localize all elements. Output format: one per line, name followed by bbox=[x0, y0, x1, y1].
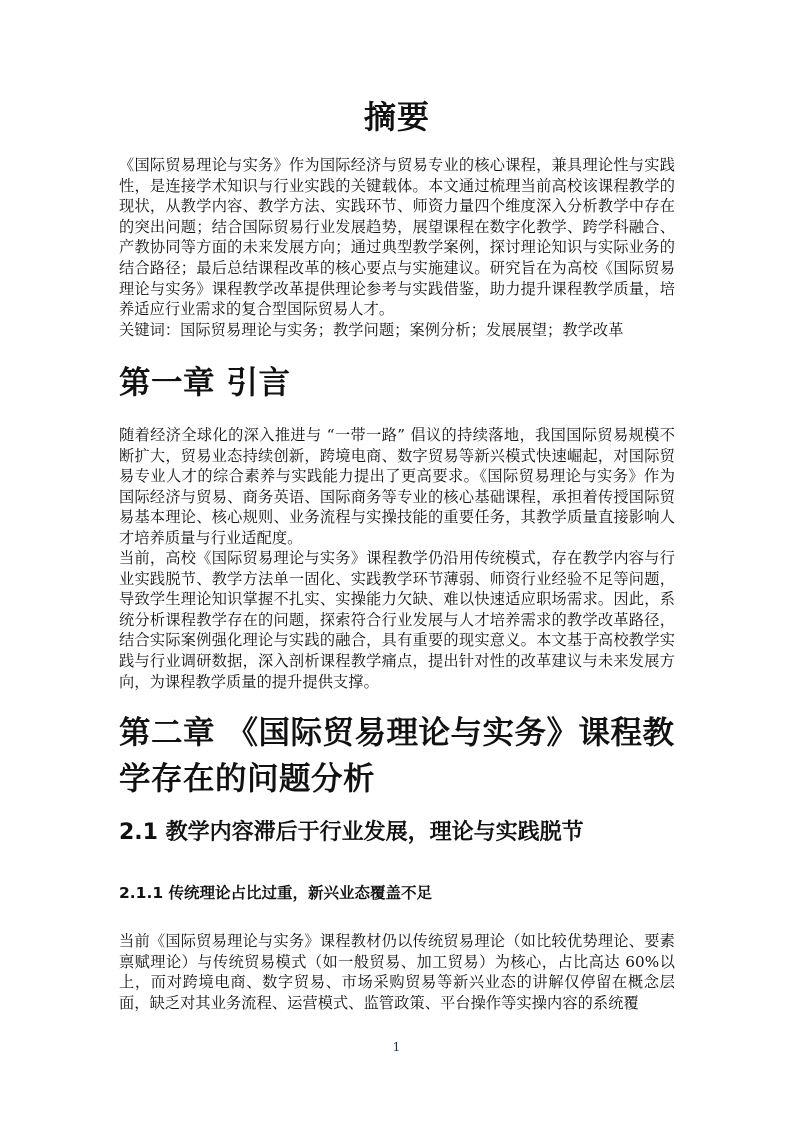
subsection-2-1-1-heading: 2.1.1 传统理论占比过重，新兴业态覆盖不足 bbox=[119, 884, 433, 902]
subsection-2-1-1-paragraph: 当前《国际贸易理论与实务》课程教材仍以传统贸易理论（如比较优势理论、要素禀赋理论）与传统贸易模式（如一般贸易、加工贸易）为核心，占比高达 60%以上，而对跨境电商、数字贸易、市场采购贸易等新兴业态的讲解仅停留在概念层面，缺乏对其业务流程、运营模式、监管政策、平台操作等实操内容的系统覆 bbox=[119, 932, 675, 1012]
chapter-1-paragraph-1: 随着经济全球化的深入推进与 “一带一路” 倡议的持续落地，我国国际贸易规模不断扩大，贸易业态持续创新，跨境电商、数字贸易等新兴模式快速崛起，对国际贸易专业人才的综合素养与实践能力提出了更高要求。《国际贸易理论与实务》作为国际经济与贸易、商务英语、国际商务等专业的核心基础课程，承担着传授国际贸易基本理论、核心规则、业务流程与实操技能的重要任务，其教学质量直接影响人才培养质量与行业适配度。 bbox=[119, 426, 675, 547]
chapter-1-heading: 第一章 引言 bbox=[119, 365, 291, 401]
page-number: 1 bbox=[392, 1040, 401, 1054]
abstract-paragraph: 《国际贸易理论与实务》作为国际经济与贸易专业的核心课程，兼具理论性与实践性，是连接学术知识与行业实践的关键载体。本文通过梳理当前高校该课程教学的现状，从教学内容、教学方法、实践环节、师资力量四个维度深入分析教学中存在的突出问题；结合国际贸易行业发展趋势，展望课程在数字化教学、跨学科融合、产教协同等方面的未来发展方向；通过典型教学案例，探讨理论知识与实际业务的结合路径；最后总结课程改革的核心要点与实施建议。研究旨在为高校《国际贸易理论与实务》课程教学改革提供理论参考与实践借鉴，助力提升课程教学质量，培养适应行业需求的复合型国际贸易人才。 bbox=[119, 156, 675, 319]
section-2-1-heading: 2.1 教学内容滞后于行业发展，理论与实践脱节 bbox=[119, 820, 584, 845]
abstract-title: 摘要 bbox=[363, 98, 430, 136]
chapter-2-heading: 第二章 《国际贸易理论与实务》课程教学存在的问题分析 bbox=[119, 715, 675, 797]
chapter-1-paragraph-2: 当前，高校《国际贸易理论与实务》课程教学仍沿用传统模式，存在教学内容与行业实践脱节、教学方法单一固化、实践教学环节薄弱、师资行业经验不足等问题，导致学生理论知识掌握不扎实、实操能力欠缺、难以快速适应职场需求。因此，系统分析课程教学存在的问题，探索符合行业发展与人才培养需求的教学改革路径，结合实际案例强化理论与实践的融合，具有重要的现实意义。本文基于高校教学实践与行业调研数据，深入剖析课程教学痛点，提出针对性的改革建议与未来发展方向，为课程教学质量的提升提供支撑。 bbox=[119, 549, 675, 691]
abstract-keywords: 关键词：国际贸易理论与实务；教学问题；案例分析；发展展望；教学改革 bbox=[119, 321, 624, 339]
